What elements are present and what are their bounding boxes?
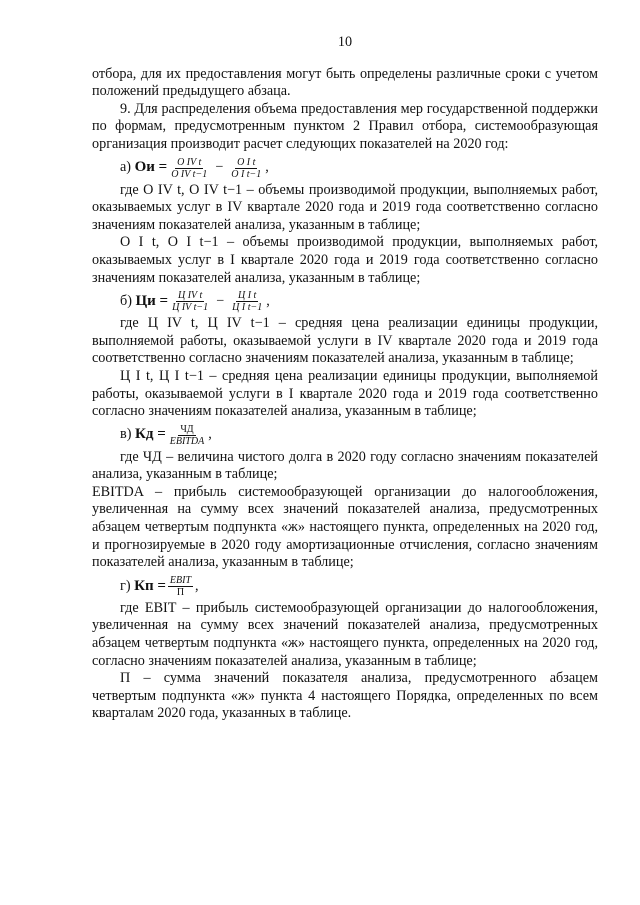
paragraph: где EBIT – прибыль системообразующей организации до налогообложения, увеличенная на сумму всех значений показателей анализа, предусмотренных абзацем четвертым подпункта «ж» настоящего пункта, определенных на 2020 год, согласно значениям показателей анализа, указанным в таблице; (92, 599, 598, 669)
document-page (92, 34, 598, 723)
paragraph: где О IV t, О IV t−1 – объемы производимой продукции, выполняемых работ, оказываемых услуг в IV квартале 2020 года и 2019 года соответственно согласно значениям показателей анализа, указанным в таблице; (92, 181, 598, 233)
formula-g: г) Кп = $\frac{\text{EBIT}}{П}$ , (120, 574, 199, 598)
paragraph: где Ц IV t, Ц IV t−1 – средняя цена реализации единицы продукции, выполняемой работы, оказываемой услуги в IV квартале 2020 года и 2019 года соответственно согласно значениям показателей анализа, указанным в таблице; (92, 315, 598, 367)
paragraph: где ЧД – величина чистого долга в 2020 году согласно значениям показателей анализа, указанным в таблице; (92, 448, 598, 483)
formula-a: а) Ои = $\frac{\text{О IV t}}{\text{О IV t−1}}$ − $\frac{\text{О I t}}{\text{О I t−1}}$ , (120, 156, 269, 180)
paragraph: Ц I t, Ц I t−1 – средняя цена реализации единицы продукции, выполняемой работы, оказываемой услуги в I квартале 2020 года и 2019 года соответственно согласно значениям показателей анализа, указанным в таблице; (92, 367, 598, 420)
paragraph: EBITDA – прибыль системообразующей организации до налогообложения, увеличенная на сумму всех значений показателей анализа, предусмотренных абзацем четвертым подпункта «ж» настоящего пункта, определенных на 2020 год, и прогнозируемые в 2020 году амортизационные отчисления, согласно значениям показателей анализа, указанным в таблице; (92, 483, 598, 571)
paragraph: О I t, О I t−1 – объемы производимой продукции, выполняемых работ, оказываемых услуг в I квартале 2020 года и 2019 года соответственно согласно значениям показателей анализа, указанным в таблице; (92, 234, 598, 286)
paragraph: 9. Для распределения объема предоставления мер государственной поддержки по формам, предусмотренным пунктом 2 Правил отбора, системообразующая организация производит расчет следующих показателей на 2020 год: (92, 100, 598, 152)
paragraph: отбора, для их предоставления могут быть определены различные сроки с учетом положений предыдущего абзаца. (92, 65, 598, 100)
paragraph: П – сумма значений показателя анализа, предусмотренного абзацем четвертым подпункта «ж» пункта 4 настоящего Порядка, определенных по всем кварталам 2020 года, указанных в таблице. (92, 670, 598, 722)
formula-b: б) Ци = $\frac{\text{Ц IV t}}{\text{Ц IV t−1}}$ − $\frac{\text{Ц I t}}{\text{Ц I t−1}}$ , (120, 290, 270, 314)
formula-v: в) Кд = $\frac{ЧД}{\text{EBITDA}}$ , (120, 423, 212, 447)
page-number: 10 (337, 34, 353, 50)
